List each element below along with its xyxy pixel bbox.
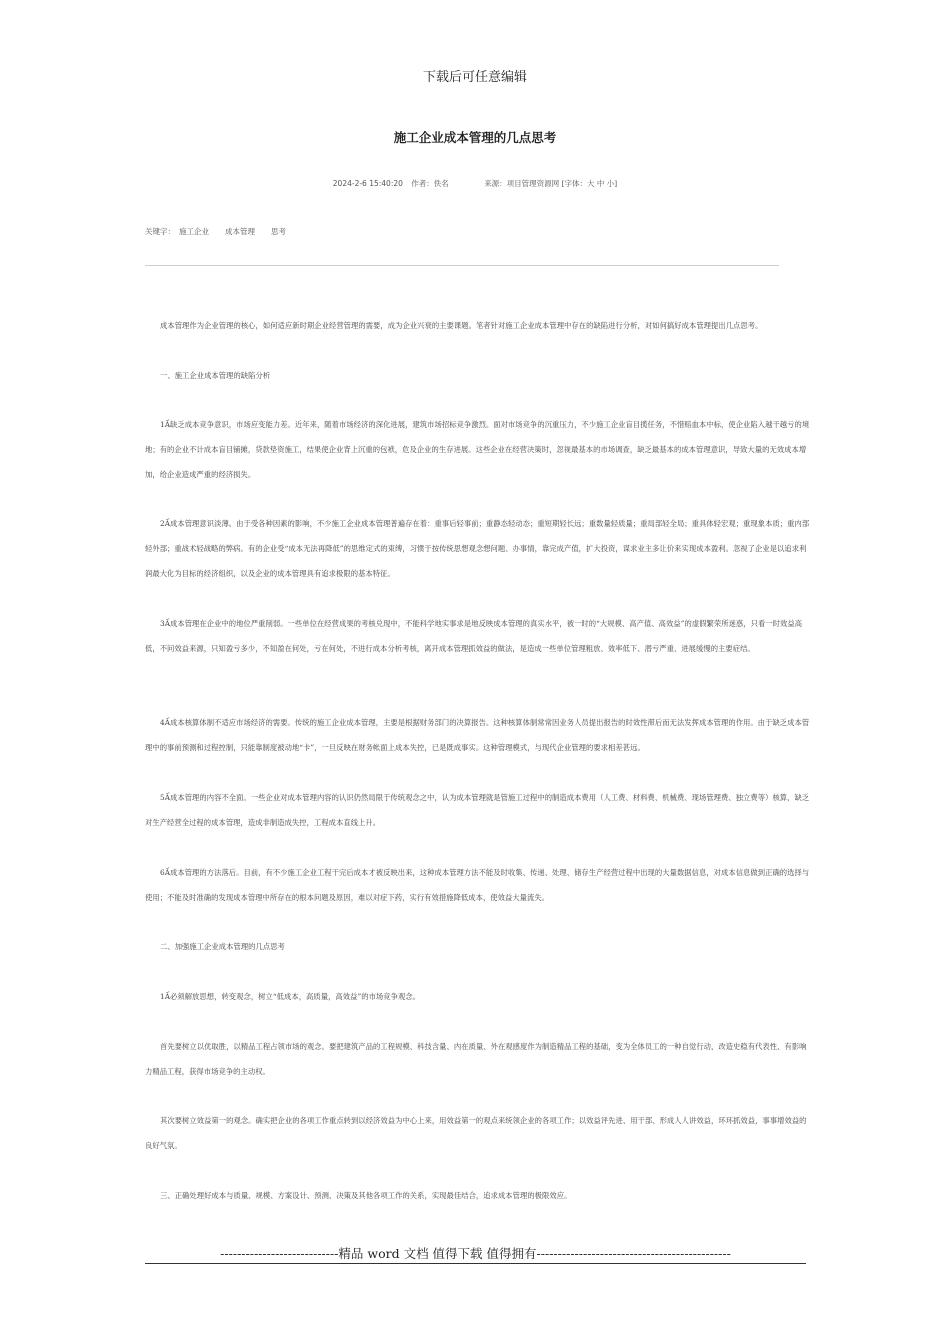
article-author: 作者：佚名 (411, 179, 449, 188)
body-paragraph: 其次要树立效益第一的观念。确实把企业的各项工作重点转到以经济效益为中心上来，用效益第一的观点来统领企业的各项工作；以效益评先进、用干部、形成人人讲效益，环环抓效益，事事增效益的良好气氛。 (145, 1116, 807, 1150)
body-paragraph: 1Ấ缺乏成本竞争意识，市场应变能力差。近年来，随着市场经济的深化进展，建筑市场招标竞争激烈。面对市场竞争的沉重压力，不少施工企业盲目揽任务，不惜赔血本中标，使企业陷入越干越亏的境地；有的企业不计成本盲目铺摊，贷款垫资施工，结果使企业背上沉重的包袱，危及企业的生存进展。这些企业在经营决策时，忽视最基本的市场调查，缺乏最基本的成本管理意识，导致大量的无效成本增加，给企业造成严重的经济损失。 (145, 420, 810, 479)
body-paragraph: 6Ấ成本管理的方法落后。目前，有不少施工企业工程干完后成本才被反映出来，这种成本管理方法不能及时收集、传递、处理、储存生产经营过程中出现的大量数据信息，对成本信息做到正确的选择与使用；不能及时准确的发现成本管理中所存在的根本问题及原因，难以对症下药，实行有效措施降低成本，使效益大量流失。 (145, 868, 810, 902)
page-footer-note: ----------------------------精品 word 文档 值得下载 值得拥有---------------------------------------------- (220, 1246, 731, 1261)
body-paragraph: 首先要树立以优取胜，以精品工程占领市场的观念。要把建筑产品的工程规模、科技含量、内在质量、外在观感度作为制造精品工程的基础，变为全体员工的一种自觉行动，改造史稳有代表性、有影响力精品工程，获得市场竞争的主动权。 (145, 1042, 807, 1076)
section-heading: 三、正确处理好成本与质量、规模、方案设计、预测、决策及其他各项工作的关系，实现最佳结合，追求成本管理的极限效应。 (160, 1191, 572, 1200)
section-heading: 一、施工企业成本管理的缺陷分析 (160, 371, 271, 380)
page-header-note: 下载后可任意编辑 (422, 70, 527, 85)
body-paragraph: 3Ấ成本管理在企业中的地位严重削弱。一些单位在经营成果的考核兑现中，不能科学地实事求是地反映成本管理的真实水平，被一时的“大规模、高产值、高效益”的虚假繁荣所迷惑，只看一时效益高低，不问效益来源，只知盈亏多少，不知盈在何处，亏在何处，不进行成本分析考核，离开成本管理抓效益的做法，是造成一些单位管理粗放、效率低下、潜亏严重、进展缓慢的主要症结。 (145, 619, 803, 653)
article-title: 施工企业成本管理的几点思考 (393, 130, 557, 145)
keyword-item[interactable]: 施工企业 (179, 227, 209, 236)
body-paragraph: 4Ấ成本核算体制不适应市场经济的需要。传统的施工企业成本管理，主要是根据财务部门的决算报告。这种核算体制常常因业务人员提出报告的时效性滞后而无法发挥成本管理的作用。由于缺乏成本管理中的事前预测和过程控制，只能靠制度被动地“卡”，一旦反映在财务帐面上成本失控，已是既成事实。这种管理模式，与现代企业管理的要求相差甚远。 (145, 718, 810, 752)
keyword-item[interactable]: 成本管理 (225, 227, 255, 236)
header-divider (145, 265, 779, 266)
footer-rule (145, 1263, 806, 1264)
body-paragraph: 1Ấ必须解放思想，转变观念，树立“低成本，高质量，高效益”的市场竞争观念。 (160, 992, 421, 1001)
section-heading: 二、加强施工企业成本管理的几点思考 (160, 942, 285, 951)
keyword-item[interactable]: 思考 (271, 227, 286, 236)
body-paragraph: 2Ấ成本管理意识淡薄。由于受各种因素的影响，不少施工企业成本管理普遍存在着：重事后轻事前；重静态轻动态；重短期轻长远；重数量轻质量；重局部轻全局；重具体轻宏观；重现象本质；重内部轻外部；重战术轻战略的弊病。有的企业受“成本无法再降低”的思维定式的束缚，习惯于按传统思想观念想问题、办事情，靠完成产值，扩大投资，谋求业主多让价来实现成本盈利。忽视了企业是以追求利润最大化为目标的经济组织，以及企业的成本管理具有追求极限的基本特征。 (145, 519, 810, 578)
article-source: 来源：项目管理资源网 [字体：大 中 小] (484, 179, 618, 188)
body-paragraph: 5Ấ成本管理的内容不全面。一些企业对成本管理内容的认识仍然局限于传统观念之中，认为成本管理就是管施工过程中的制造成本费用（人工费、材料费、机械费、现场管理费、独立费等）核算，缺乏对生产经营全过程的成本管理，造成非制造成失控，工程成本直线上升。 (145, 793, 810, 827)
keywords-label: 关键字： (145, 227, 175, 236)
article-keywords (145, 226, 298, 237)
article-meta (0, 178, 950, 189)
intro-paragraph: 成本管理作为企业管理的核心，如何适应新时期企业经营管理的需要，成为企业兴衰的主要课题。笔者针对施工企业成本管理中存在的缺陷进行分析，对如何搞好成本管理提出几点思考。 (160, 321, 763, 330)
article-date: 2024-2-6 15:40:20 (332, 179, 403, 188)
